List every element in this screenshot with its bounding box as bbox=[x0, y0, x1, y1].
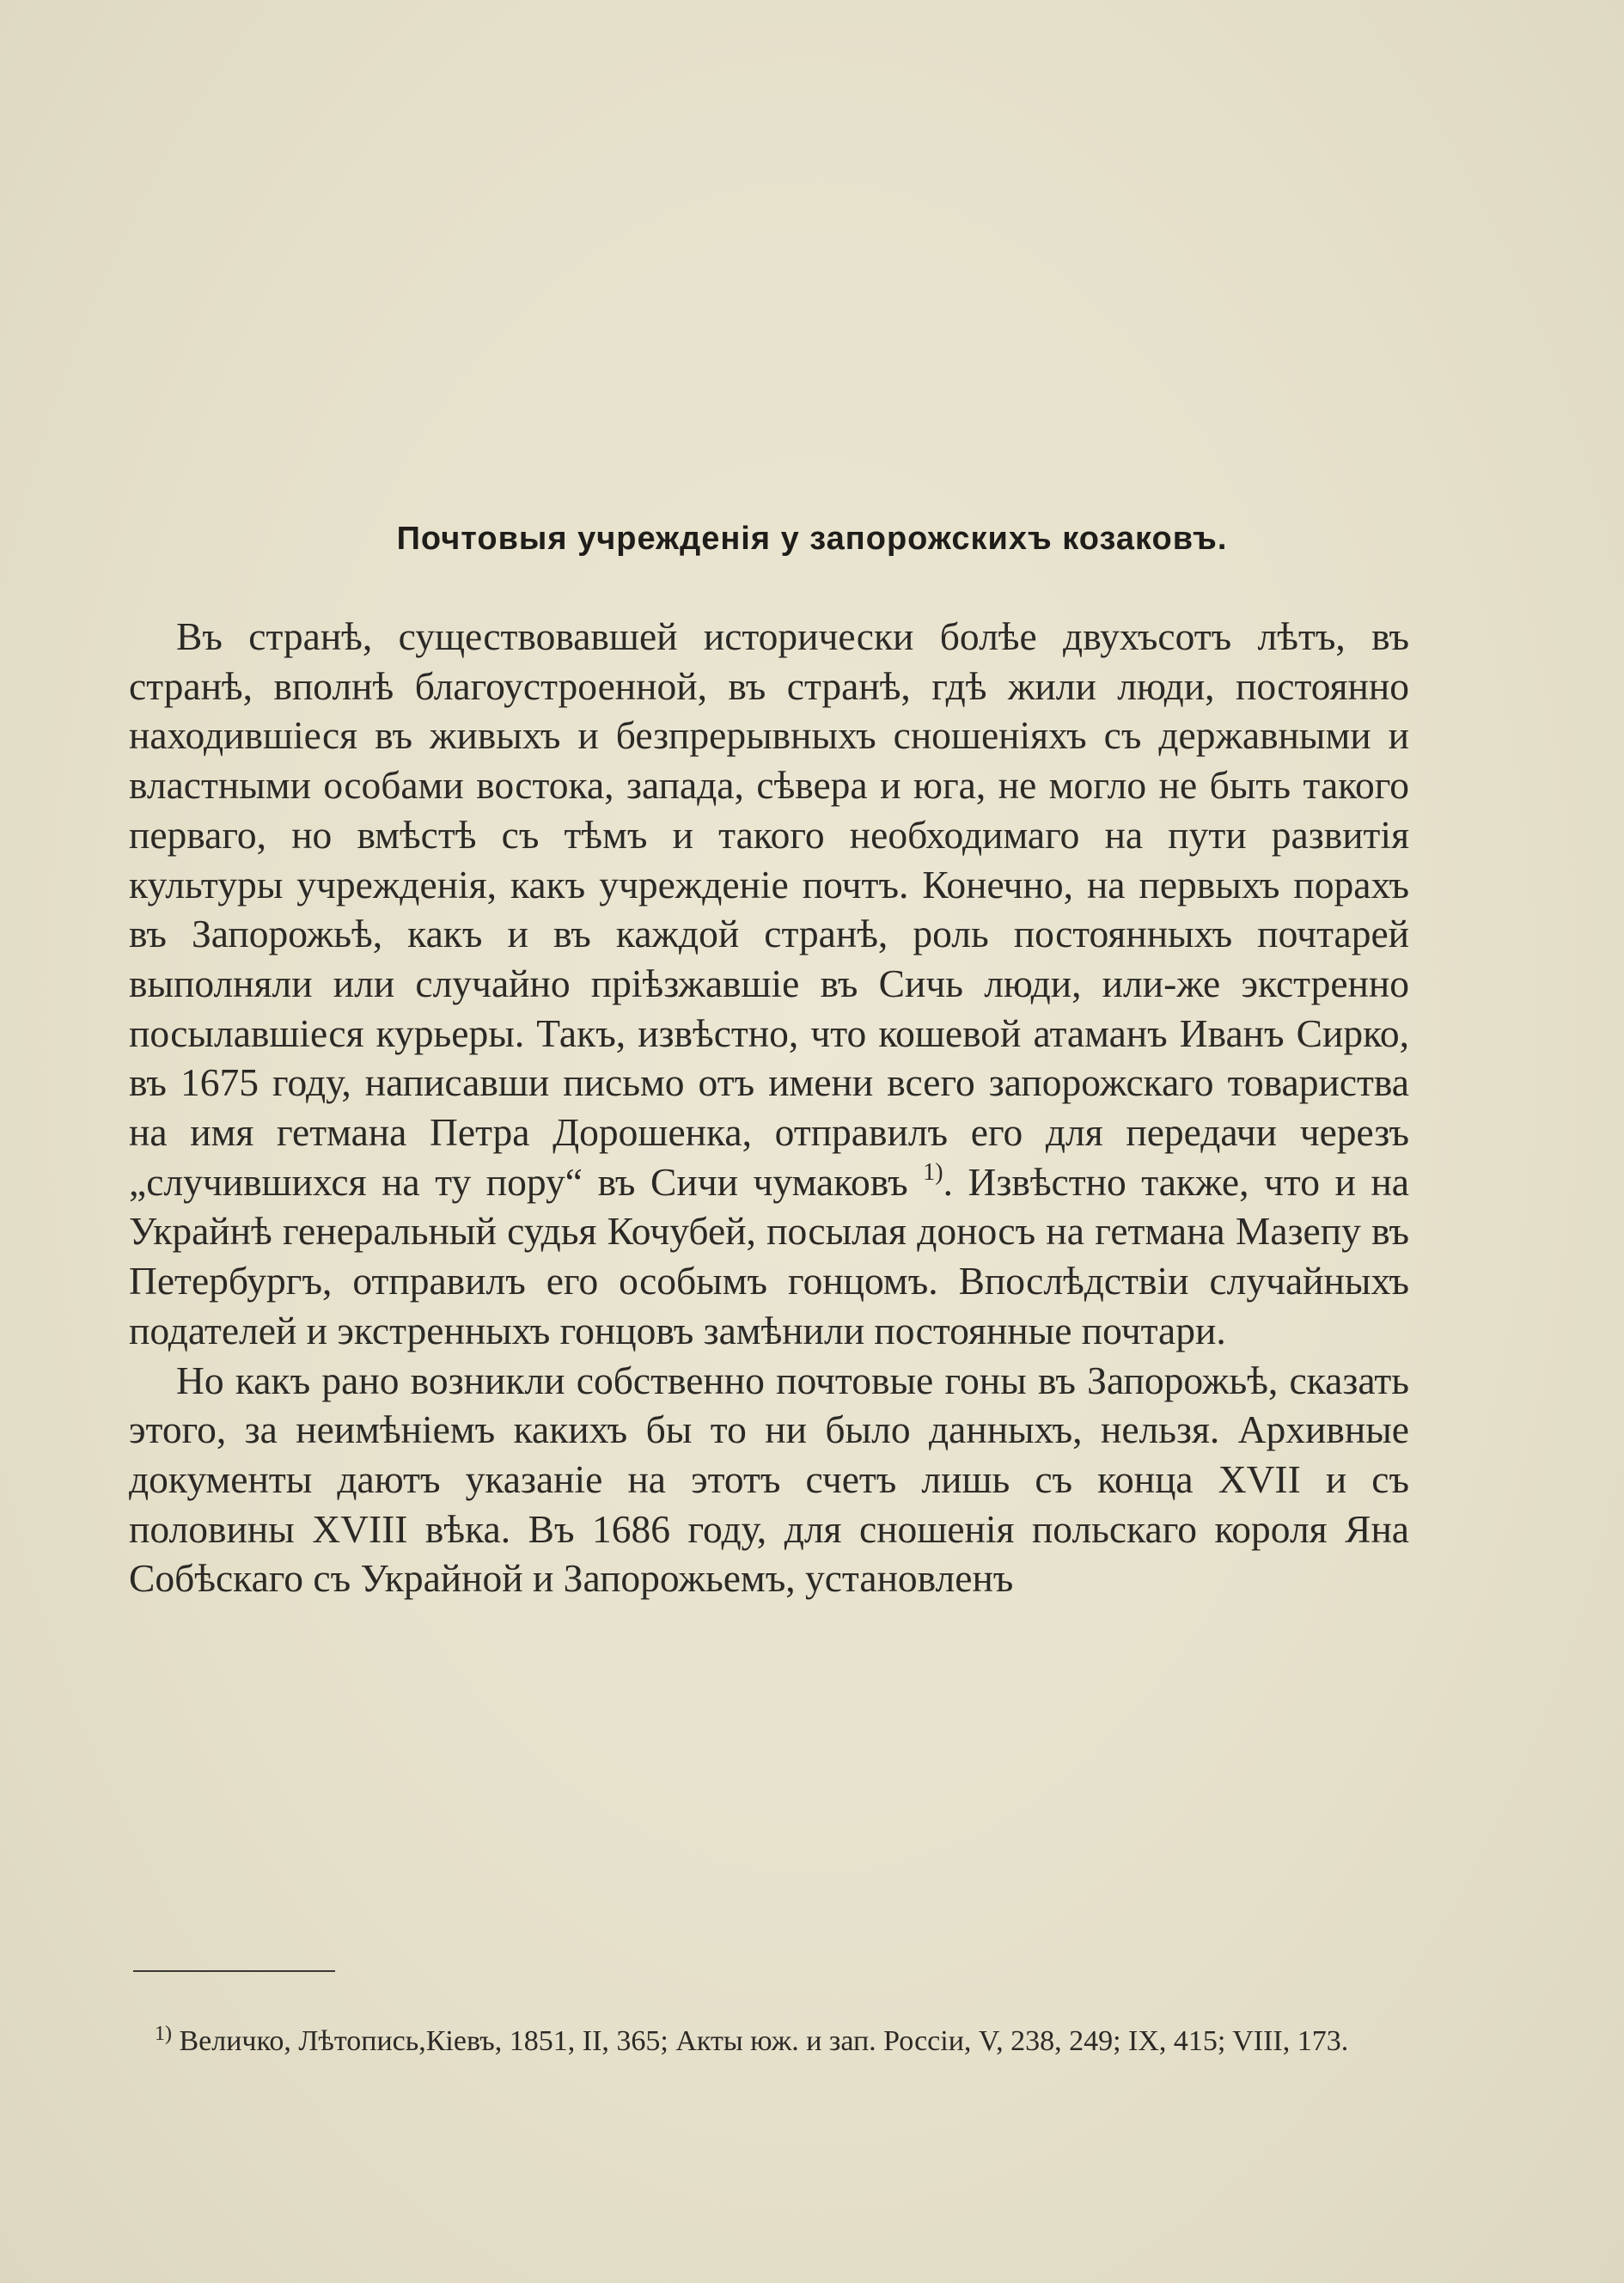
paragraph-1 bbox=[129, 612, 1409, 1356]
main-text bbox=[129, 612, 1409, 1603]
footnote bbox=[129, 2019, 1409, 2064]
chapter-heading: Почтовыя учрежденія у запорожскихъ козаковъ. bbox=[396, 521, 1228, 557]
footnote-text: Величко, Лѣтопись,Кіевъ, 1851, II, 365; Акты юж. и зап. Россіи, V, 238, 249; IX, 415; VIII, 173. bbox=[179, 2025, 1349, 2057]
paragraph-1-continued: . Извѣстно также, что и на Украйнѣ генеральный судья Кочубей, посылая доносъ на гетмана Мазепу въ Петербургъ, отправилъ его особымъ гонцомъ. Впослѣдствіи случайныхъ подателей и экстренныхъ гонцовъ замѣнили постоянные почтари. bbox=[129, 1159, 1409, 1352]
footnote-mark: 1) bbox=[155, 2023, 172, 2045]
footnote-reference: 1) bbox=[923, 1158, 943, 1186]
footnote-divider bbox=[133, 1970, 335, 1972]
paragraph-2: Но какъ рано возникли собственно почтовые гоны въ Запорожьѣ, сказать этого, за неимѣніемъ какихъ бы то ни было данныхъ, нельзя. Архивные документы даютъ указаніе на этотъ счетъ лишь съ конца XVII и съ половины XVIII вѣка. Въ 1686 году, для сношенія польскаго короля Яна Собѣскаго съ Украйной и Запорожьемъ, установленъ bbox=[129, 1358, 1409, 1601]
paragraph-1-text: Въ странѣ, существовавшей исторически болѣе двухъсотъ лѣтъ, въ странѣ, вполнѣ благоустроенной, въ странѣ, гдѣ жили люди, постоянно находившіеся въ живыхъ и безпрерывныхъ сношеніяхъ съ державными и властными особами востока, запада, сѣвера и юга, не могло не быть такого перваго, но вмѣстѣ съ тѣмъ и такого необходимаго на пути развитія культуры учрежденія, какъ учрежденіе почтъ. Конечно, на первыхъ порахъ въ Запорожьѣ, какъ и въ каждой странѣ, роль постоянныхъ почтарей выполняли или случайно пріѣзжавшіе въ Сичь люди, или-же экстренно посылавшіеся курьеры. Такъ, извѣстно, что кошевой атаманъ Иванъ Сирко, въ 1675 году, написавши письмо отъ имени всего запорожскаго товариства на имя гетмана Петра Дорошенка, отправилъ его для передачи черезъ „случившихся на ту пору“ въ Сичи чумаковъ bbox=[129, 614, 1409, 1204]
